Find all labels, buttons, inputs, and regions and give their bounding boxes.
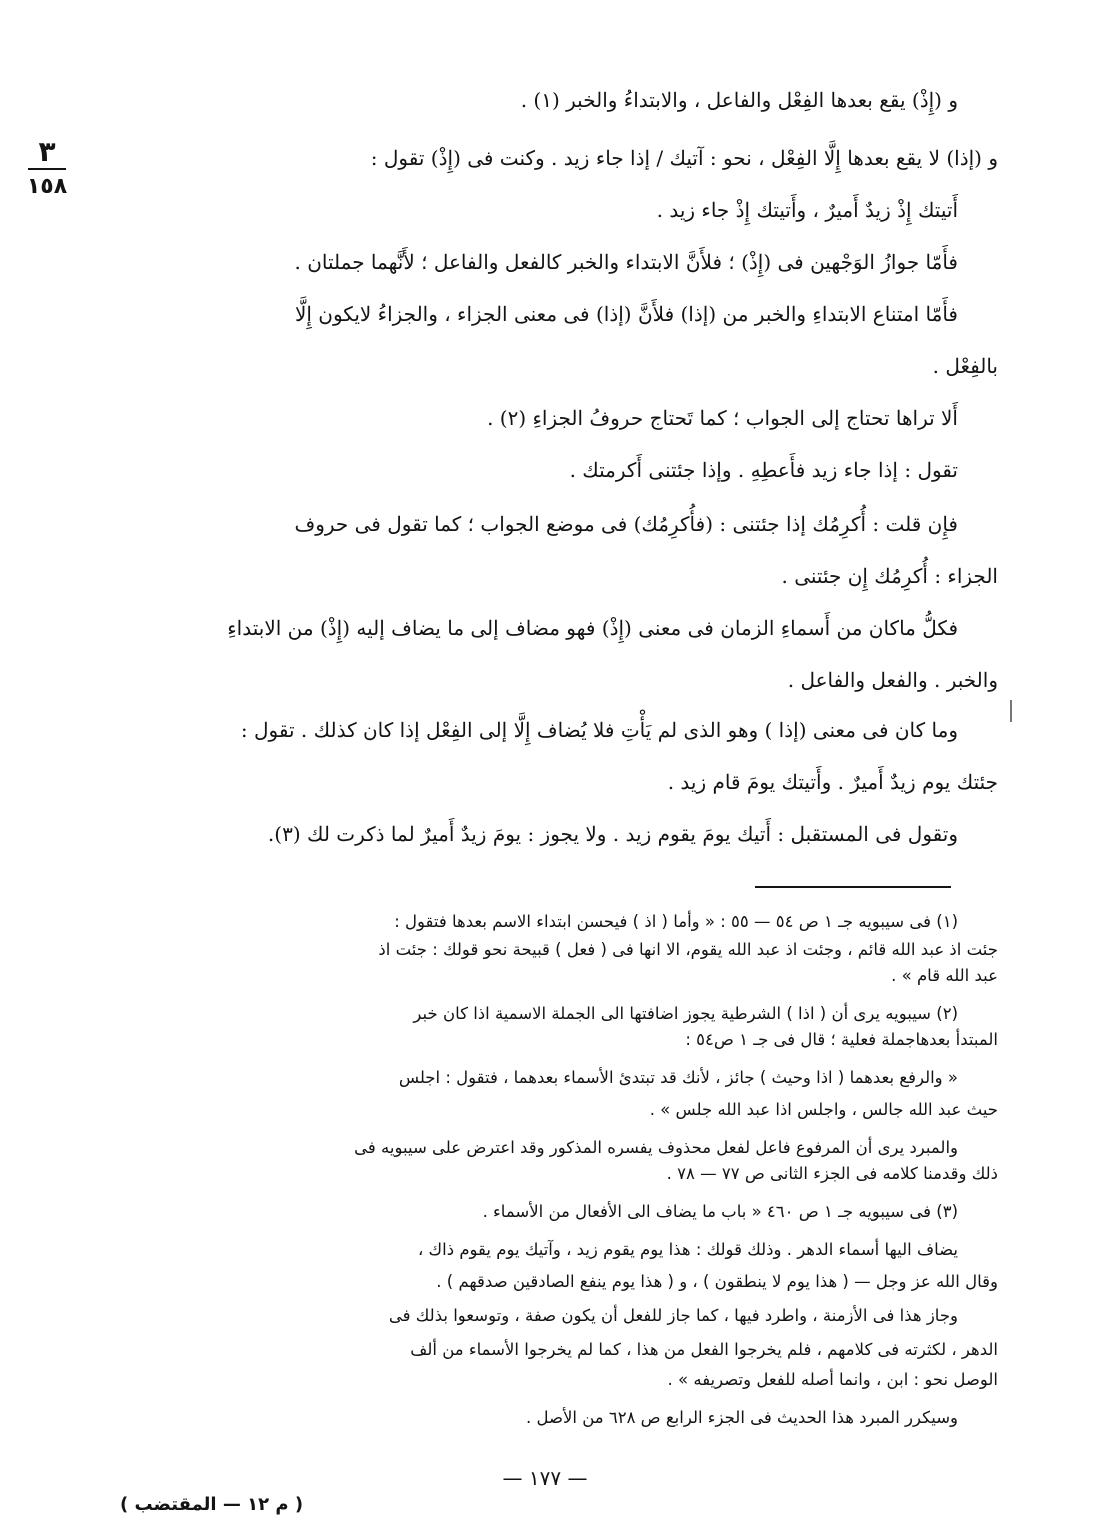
footnote-line: (٢) سيبويه يرى أن ( اذا ) الشرطية يجوز اضافتها الى الجملة الاسمية اذا كان خبر [413,1004,958,1023]
main-line: فإِن قلت : أُكرِمُك إذا جئتنى : (فأُكرِمُك) فى موضع الجواب ؛ كما تقول فى حروف [294,512,958,536]
footnote-line: الدهر ، لكثرته فى كلامهم ، فلم يخرجوا الفعل من هذا ، كما لم يخرجوا الأسماء من ألف [410,1340,998,1359]
footnote-line: والمبرد يرى أن المرفوع فاعل لفعل محذوف يفسره المذكور وقد اعترض على سيبويه فى [354,1138,958,1157]
main-line: وما كان فى معنى (إذا ) وهو الذى لم يَأْتِ فلا يُضاف إِلَّا إلى الفِعْل إذا كان كذلك . تقول : [240,718,958,742]
main-line: بالفِعْل . [932,354,998,378]
footnote-line: جئت اذ عبد الله قائم ، وجئت اذ عبد الله يقوم، الا انها فى ( فعل ) قبيحة نحو قولك : جئت اذ [378,940,998,959]
main-line: وتقول فى المستقبل : أَتيك يومَ يقوم زيد . ولا يجوز : يومَ زيدٌ أَميرٌ لما ذكرت لك (٣). [267,822,958,846]
page-number: — ١٧٧ — [502,1466,588,1490]
signature-mark: ( م ١٢ — المقتضب ) [120,1494,304,1515]
footnote-divider [755,886,951,888]
footnote-line: وسيكرر المبرد هذا الحديث فى الجزء الرابع ص ٦٢٨ من الأصل . [525,1408,958,1427]
footnote-line: وجاز هذا فى الأزمنة ، واطرد فيها ، كما جاز للفعل أن يكون صفة ، وتوسعوا بذلك فى [388,1306,958,1325]
main-line: فكلُّ ماكان من أَسماءِ الزمان فى معنى (إِذْ) فهو مضاف إلى ما يضاف إليه (إِذْ) من الابتداءِ [227,616,958,640]
footnote-line: حيث عبد الله جالس ، واجلس اذا عبد الله جلس » . [649,1100,998,1119]
footnote-line: (١) فى سيبويه جـ ١ ص ٥٤ — ٥٥ : « وأما ( اذ ) فيحسن ابتداء الاسم بعدها فتقول : [394,912,958,931]
main-line: والخبر . والفعل والفاعل . [787,668,998,692]
footnote-line: الوصل نحو : ابن ، وانما أصله للفعل وتصريفه » . [667,1370,998,1389]
footnote-line: ذلك وقدمنا كلامه فى الجزء الثانى ص ٧٧ — ٧٨ . [666,1164,998,1183]
margin-reference-top: ٣ [38,135,56,168]
margin-reference-bottom: ١٥٨ [26,174,68,199]
main-line: الجزاء : أُكرِمُك إِن جئتنى . [781,564,998,588]
footnote-line: « والرفع بعدهما ( اذا وحيث ) جائز ، لأنك قد تبتدئ الأسماء بعدهما ، فتقول : اجلس [398,1068,958,1087]
footnote-line: (٣) فى سيبويه جـ ١ ص ٤٦٠ « باب ما يضاف الى الأفعال من الأسماء . [482,1202,958,1221]
footnote-line: يضاف اليها أسماء الدهر . وذلك قولك : هذا يوم يقوم زيد ، وآتيك يوم يقوم ذاك ، [417,1240,958,1259]
margin-page-reference [22,135,72,200]
main-line: و (إِذْ) يقع بعدها الفِعْل والفاعل ، والابتداءُ والخبر (١) . [520,88,958,112]
footnote-line: عبد الله قام » . [891,966,998,985]
main-line: أَتيتك إِذْ زيدٌ أَميرٌ ، وأَتيتك إِذْ جاء زيد . [656,198,958,222]
footnote-line: وقال الله عز وجل — ( هذا يوم لا ينطقون ) ، و ( هذا يوم ينفع الصادقين صدقهم ) . [436,1272,998,1291]
main-line: جئتك يوم زيدٌ أَميرٌ . وأَتيتك يومَ قام زيد . [667,770,998,794]
footnote-line: المبتدأ بعدهاجملة فعلية ؛ قال فى جـ ١ ص٥٤ : [685,1030,998,1049]
margin-reference-rule [28,168,66,170]
main-line: تقول : إذا جاء زيد فأَعطِهِ . وإذا جئتنى أَكرمتك . [569,458,958,482]
scan-mark [1010,700,1012,722]
main-line: فأَمّا امتناع الابتداءِ والخبر من (إذا) فلأَنَّ (إذا) فى معنى الجزاء ، والجزاءُ لايكون إِلَّا [294,302,958,326]
main-line: فأَمّا جوازُ الوَجْهين فى (إِذْ) ؛ فلأَنَّ الابتداء والخبر كالفعل والفاعل ؛ لأَنَّهما جملتان . [294,250,958,274]
main-line: و (إذا) لا يقع بعدها إِلَّا الفِعْل ، نحو : آتيك / إذا جاء زيد . وكنت فى (إِذْ) تقول : [370,146,998,170]
main-line: أَلا تراها تحتاج إلى الجواب ؛ كما تَحتاج حروفُ الجزاءِ (٢) . [487,406,958,430]
